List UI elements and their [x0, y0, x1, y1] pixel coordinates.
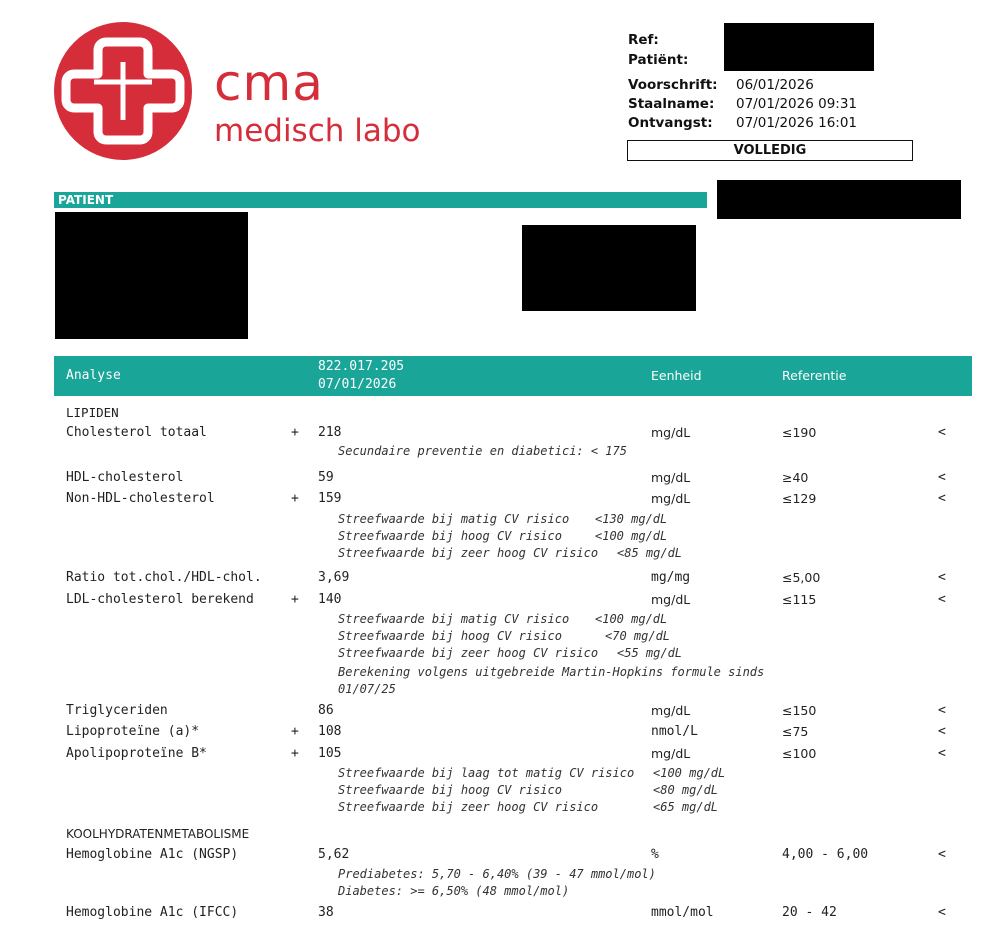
unit: mg/dL — [651, 470, 691, 485]
analysis-name: Apolipoproteïne B* — [66, 746, 207, 761]
col-referentie: Referentie — [782, 368, 847, 383]
result-value: 38 — [318, 905, 334, 920]
unit: mg/dL — [651, 703, 691, 718]
note-label: Streefwaarde bij laag tot matig CV risico — [338, 766, 635, 780]
section-title: KOOLHYDRATENMETABOLISME — [66, 827, 250, 841]
note-value: <130 mg/dL — [595, 512, 668, 526]
results-table-header — [54, 356, 972, 396]
analysis-name: LDL-cholesterol berekend — [66, 592, 254, 607]
mark: < — [938, 905, 946, 920]
col-sample-date: 07/01/2026 — [318, 377, 397, 392]
voorschrift-value: 06/01/2026 — [736, 77, 814, 93]
status-badge: VOLLEDIG — [627, 140, 913, 161]
unit: mmol/mol — [651, 905, 714, 920]
analysis-name: Hemoglobine A1c (NGSP) — [66, 847, 239, 862]
mark: < — [938, 746, 946, 761]
note-label: Streefwaarde bij hoog CV risico — [338, 629, 562, 643]
note-value: <100 mg/dL — [595, 529, 668, 543]
note-label: Streefwaarde bij zeer hoog CV risico — [338, 646, 599, 660]
unit: mg/dL — [651, 746, 691, 761]
redacted-ref — [724, 23, 874, 71]
analysis-name: Ratio tot.chol./HDL-chol. — [66, 570, 262, 585]
note: 01/07/25 — [338, 682, 396, 696]
reference: ≤190 — [782, 425, 817, 440]
ontvangst-label: Ontvangst: — [628, 115, 713, 131]
note-label: Streefwaarde bij zeer hoog CV risico — [338, 546, 599, 560]
analysis-name: Lipoproteïne (a)* — [66, 724, 200, 739]
staalname-row — [628, 95, 857, 113]
unit: % — [651, 847, 659, 862]
note-value: <100 mg/dL — [653, 766, 726, 780]
mark: < — [938, 703, 946, 718]
redacted-patient-extra — [522, 225, 696, 311]
note-value: <70 mg/dL — [605, 629, 671, 643]
mark: < — [938, 491, 946, 506]
reference: ≤115 — [782, 592, 817, 607]
redacted-patient-info — [55, 212, 248, 339]
unit: mg/dL — [651, 425, 691, 440]
result-value: 105 — [318, 746, 342, 761]
flag: + — [291, 491, 299, 506]
staalname-value: 07/01/2026 09:31 — [736, 96, 858, 112]
unit: mg/dL — [651, 592, 691, 607]
ontvangst-row — [628, 114, 857, 132]
cross-icon — [54, 22, 192, 160]
reference: ≤5,00 — [782, 570, 821, 585]
unit: mg/dL — [651, 491, 691, 506]
note-label: Streefwaarde bij hoog CV risico — [338, 529, 562, 543]
reference: ≤75 — [782, 724, 809, 739]
voorschrift-row — [628, 76, 814, 94]
analysis-name: Cholesterol totaal — [66, 425, 207, 440]
note-value: <55 mg/dL — [617, 646, 683, 660]
mark: < — [938, 592, 946, 607]
note-value: <80 mg/dL — [653, 783, 719, 797]
note-value: <65 mg/dL — [653, 800, 719, 814]
patient-bar: PATIENT — [54, 192, 707, 208]
ref-label: Ref: — [628, 32, 659, 48]
note-label: Streefwaarde bij matig CV risico — [338, 512, 570, 526]
note: Prediabetes: 5,70 - 6,40% (39 - 47 mmol/mol) — [338, 867, 656, 881]
unit: mg/mg — [651, 570, 691, 585]
staalname-label: Staalname: — [628, 96, 715, 112]
result-value: 86 — [318, 703, 334, 718]
patient-row — [628, 51, 736, 69]
analysis-name: HDL-cholesterol — [66, 470, 184, 485]
brand-name — [214, 54, 421, 149]
note-label: Streefwaarde bij matig CV risico — [338, 612, 570, 626]
ontvangst-value: 07/01/2026 16:01 — [736, 115, 858, 131]
mark: < — [938, 425, 946, 440]
patient-label: Patiënt: — [628, 52, 689, 68]
flag: + — [291, 425, 299, 440]
analysis-name: Triglyceriden — [66, 703, 168, 718]
reference: 20 - 42 — [782, 905, 837, 920]
reference: 4,00 - 6,00 — [782, 847, 869, 862]
logo-circle — [54, 22, 192, 160]
mark: < — [938, 724, 946, 739]
analysis-name: Hemoglobine A1c (IFCC) — [66, 905, 239, 920]
result-value: 159 — [318, 491, 342, 506]
flag: + — [291, 724, 299, 739]
result-value: 140 — [318, 592, 342, 607]
result-value: 218 — [318, 425, 342, 440]
mark: < — [938, 847, 946, 862]
note-label: Streefwaarde bij zeer hoog CV risico — [338, 800, 599, 814]
section-title: LIPIDEN — [66, 405, 119, 420]
mark: < — [938, 470, 946, 485]
note: Diabetes: >= 6,50% (48 mmol/mol) — [338, 884, 570, 898]
col-sample-id: 822.017.205 — [318, 359, 405, 374]
reference: ≤100 — [782, 746, 817, 761]
note: Berekening volgens uitgebreide Martin-Hopkins formule sinds — [338, 665, 765, 679]
col-analyse: Analyse — [66, 368, 121, 383]
result-value: 5,62 — [318, 847, 350, 862]
flag: + — [291, 746, 299, 761]
flag: + — [291, 592, 299, 607]
result-value: 59 — [318, 470, 334, 485]
reference: ≤150 — [782, 703, 817, 718]
reference: ≤129 — [782, 491, 817, 506]
reference: ≥40 — [782, 470, 809, 485]
mark: < — [938, 570, 946, 585]
result-value: 108 — [318, 724, 342, 739]
note: Secundaire preventie en diabetici: < 175 — [338, 444, 627, 458]
redacted-block-top-right — [717, 180, 961, 219]
brand-sub: medisch labo — [214, 113, 421, 149]
result-value: 3,69 — [318, 570, 350, 585]
note-label: Streefwaarde bij hoog CV risico — [338, 783, 562, 797]
col-eenheid: Eenheid — [651, 368, 702, 383]
unit: nmol/L — [651, 724, 698, 739]
ref-row — [628, 31, 736, 49]
voorschrift-label: Voorschrift: — [628, 77, 718, 93]
brand-main: cma — [214, 54, 324, 112]
note-value: <100 mg/dL — [595, 612, 668, 626]
note-value: <85 mg/dL — [617, 546, 683, 560]
analysis-name: Non-HDL-cholesterol — [66, 491, 215, 506]
